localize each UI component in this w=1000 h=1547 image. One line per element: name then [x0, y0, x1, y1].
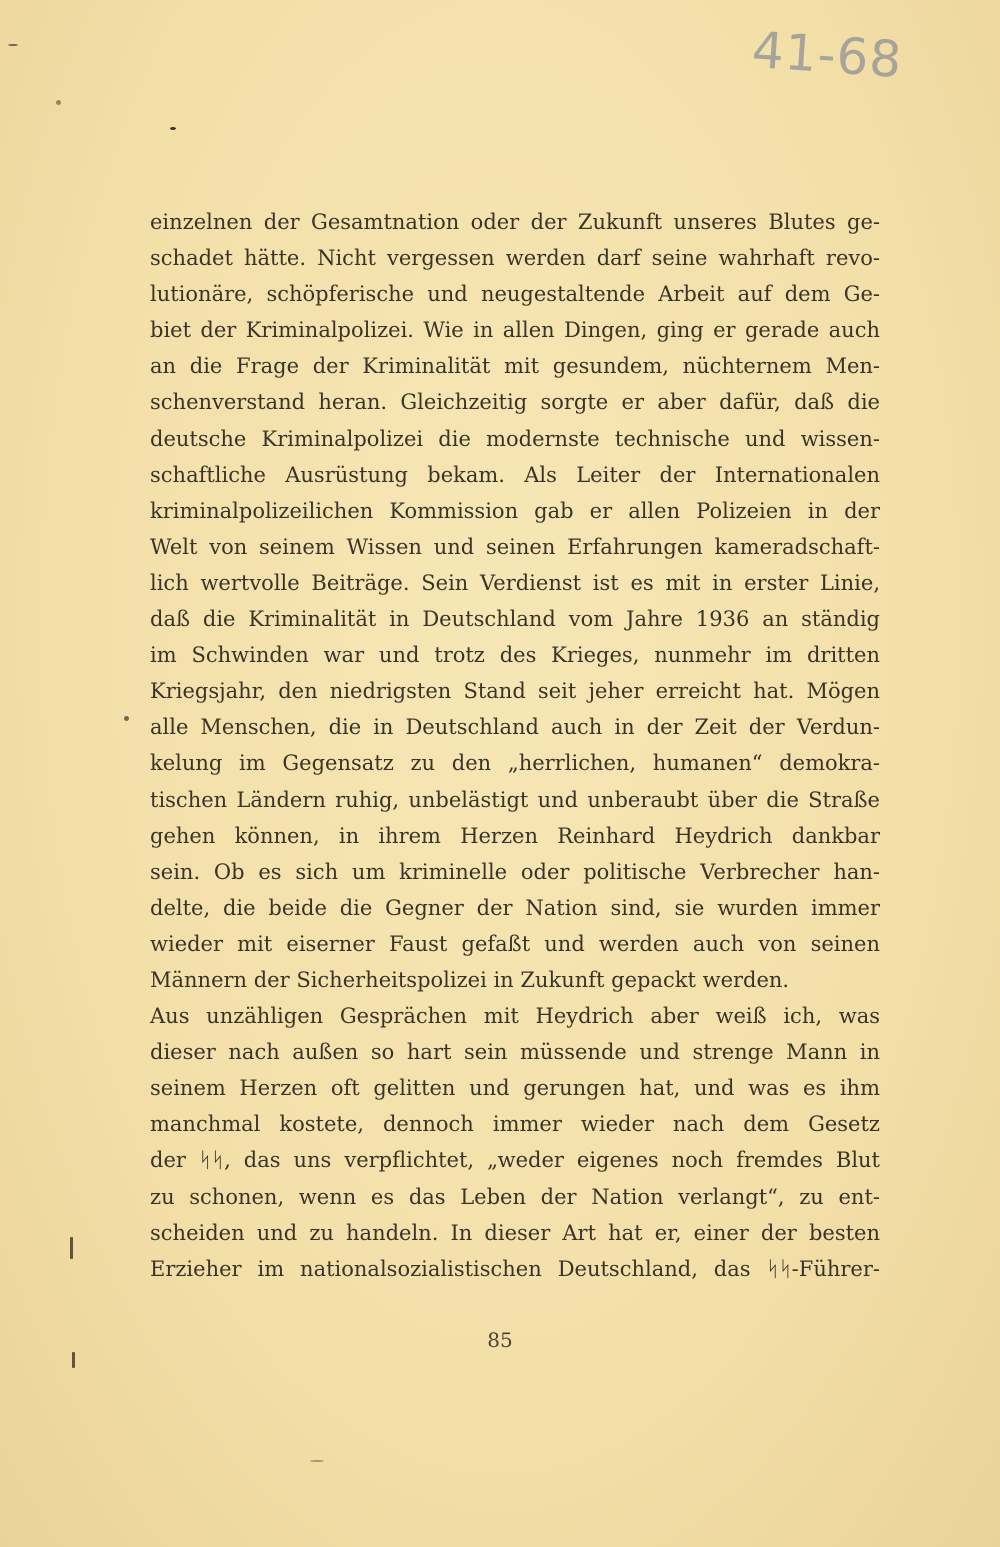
text-line: zu schonen, wenn es das Leben der Nation verlangt“, zu ent- — [150, 1184, 880, 1209]
text-line: Aus unzähligen Gesprächen mit Heydrich aber weiß ich, was — [150, 1004, 880, 1029]
text-line: im Schwinden war und trotz des Krieges, nunmehr im dritten — [150, 643, 880, 668]
text-line: sein. Ob es sich um kriminelle oder politische Verbrecher han- — [150, 859, 880, 884]
text-line: wieder mit eiserner Faust gefaßt und werden auch von seinen — [150, 931, 880, 956]
text-line: dieser nach außen so hart sein müssende und strenge Mann in — [150, 1040, 880, 1065]
body-text — [150, 204, 880, 1287]
text-line: kelung im Gegensatz zu den „herrlichen, humanen“ demokra- — [150, 751, 880, 776]
text-line: kriminalpolizeilichen Kommission gab er allen Polizeien in der — [150, 498, 880, 523]
speck — [310, 1460, 324, 1462]
text-line: lutionäre, schöpferische und neugestaltende Arbeit auf dem Ge- — [150, 282, 880, 307]
text-line: Welt von seinem Wissen und seinen Erfahrungen kameradschaft- — [150, 534, 880, 559]
text-line: delte, die beide die Gegner der Nation sind, sie wurden immer — [150, 895, 880, 920]
speck — [170, 127, 176, 130]
speck — [124, 716, 129, 721]
text-line: an die Frage der Kriminalität mit gesundem, nüchternem Men- — [150, 354, 880, 379]
text-line: daß die Kriminalität in Deutschland vom Jahre 1936 an ständig — [150, 607, 880, 632]
text-line: manchmal kostete, dennoch immer wieder nach dem Gesetz — [150, 1112, 880, 1137]
text-line: deutsche Kriminalpolizei die modernste technische und wissen- — [150, 426, 880, 451]
speck — [70, 1237, 73, 1259]
text-line: lich wertvolle Beiträge. Sein Verdienst ist es mit in erster Linie, — [150, 570, 880, 595]
text-line: Erzieher im nationalsozialistischen Deutschland, das ᛋᛋ-Führer- — [150, 1256, 880, 1281]
page-number: 85 — [487, 1328, 513, 1352]
text-line: tischen Ländern ruhig, unbelästigt und unberaubt über die Straße — [150, 787, 880, 812]
text-line: alle Menschen, die in Deutschland auch in der Zeit der Verdun- — [150, 715, 880, 740]
text-line: gehen können, in ihrem Herzen Reinhard Heydrich dankbar — [150, 823, 880, 848]
text-line: einzelnen der Gesamtnation oder der Zukunft unseres Blutes ge- — [150, 210, 880, 234]
archive-mark: 41-68 — [750, 20, 905, 90]
speck — [72, 1352, 75, 1368]
text-line: der ᛋᛋ, das uns verpflichtet, „weder eigenes noch fremdes Blut — [150, 1148, 880, 1173]
text-line: biet der Kriminalpolizei. Wie in allen Dingen, ging er gerade auch — [150, 318, 880, 343]
speck — [8, 44, 18, 46]
text-line: schadet hätte. Nicht vergessen werden darf seine wahrhaft revo- — [150, 246, 880, 271]
text-line: seinem Herzen oft gelitten und gerungen hat, und was es ihm — [150, 1076, 880, 1101]
text-line: schenverstand heran. Gleichzeitig sorgte er aber dafür, daß die — [150, 390, 880, 415]
text-line: Männern der Sicherheitspolizei in Zukunft gepackt werden. — [150, 967, 790, 992]
text-line: scheiden und zu handeln. In dieser Art hat er, einer der besten — [150, 1220, 880, 1245]
text-line: schaftliche Ausrüstung bekam. Als Leiter der Internationalen — [150, 462, 880, 487]
speck — [56, 100, 61, 105]
text-line: Kriegsjahr, den niedrigsten Stand seit jeher erreicht hat. Mögen — [150, 679, 880, 704]
